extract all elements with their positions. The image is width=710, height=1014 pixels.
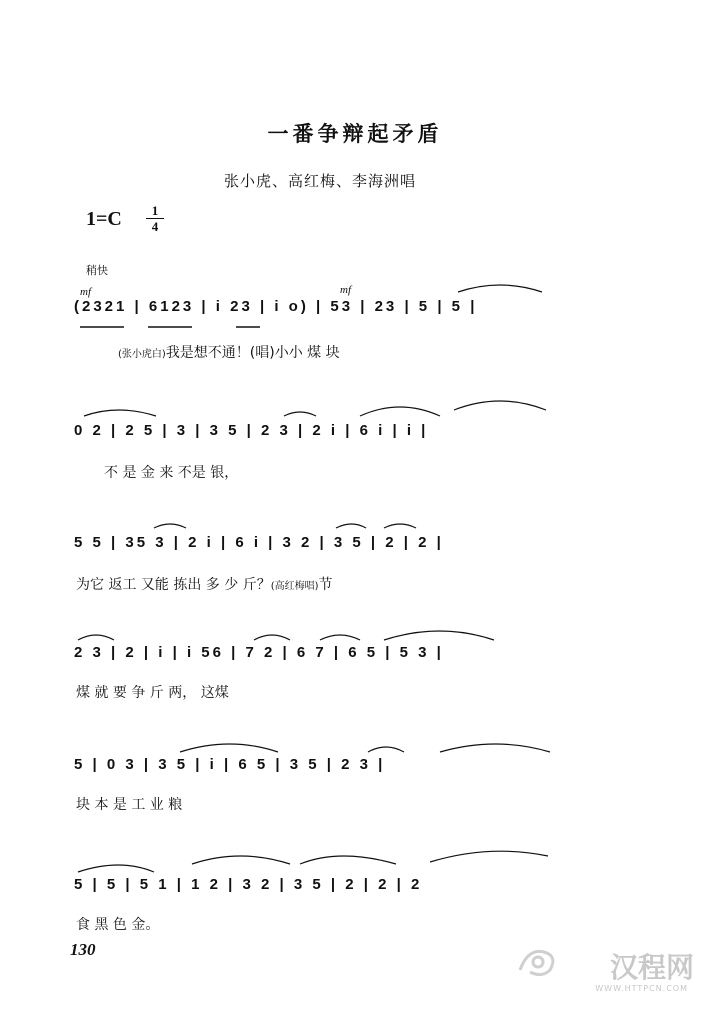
lyric-line: 食 黑 色 金。 (76, 917, 160, 933)
notation-line: 5 | 0 3 | 3 5 | i | 6 5 | 3 5 | 2 3 | (74, 756, 386, 773)
speech-note: (高红梅唱) (270, 581, 319, 592)
notation-line: 5 | 5 | 5 1 | 1 2 | 3 2 | 3 5 | 2 | 2 | 2 (74, 876, 423, 893)
watermark-logo-icon (514, 940, 560, 980)
tempo-marking: 稍快 (86, 264, 108, 277)
lyric-line: 块 本 是 工 业 粮 (76, 797, 183, 813)
dynamic-mark: mf (80, 286, 91, 298)
lyric-line: 不 是 金 来 不是 银， (104, 465, 239, 481)
notation-line: (2321 | 6123 | i 23 | i o) | 53 | 23 | 5 | 5 | (74, 298, 478, 315)
page-number: 130 (70, 940, 96, 959)
lyric-line: 煤 就 要 争 斤 两， 这煤 (76, 685, 229, 701)
singers-credit: 张小虎、高红梅、李海洲唱 (223, 172, 416, 190)
lyric-tail: 节 (318, 577, 333, 593)
notation-line: 2 3 | 2 | i | i 56 | 7 2 | 6 7 | 6 5 | 5 3 | (74, 644, 444, 661)
watermark-text: 汉程网 (609, 951, 694, 984)
key-signature: 1=C (86, 208, 122, 230)
time-signature-bottom: 4 (151, 219, 159, 234)
lyric-text: 我是想不通！(唱)小小 煤 块 (165, 345, 340, 361)
watermark-url: WWW.HTTPCN.COM (595, 984, 688, 993)
time-signature-top: 1 (151, 203, 159, 218)
song-title: 一番争辩起矛盾 (267, 122, 443, 146)
notation-line: 0 2 | 2 5 | 3 | 3 5 | 2 3 | 2 i | 6 i | i | (74, 422, 429, 439)
lyric-text: 为它 返工 又能 拣出 多 少 斤？ (76, 577, 271, 593)
notation-line: 5 5 | 35 3 | 2 i | 6 i | 3 2 | 3 5 | 2 | 2 | (74, 534, 444, 551)
dynamic-mark-2: mf (340, 284, 351, 296)
speech-note: (张小虎白) (118, 349, 166, 360)
